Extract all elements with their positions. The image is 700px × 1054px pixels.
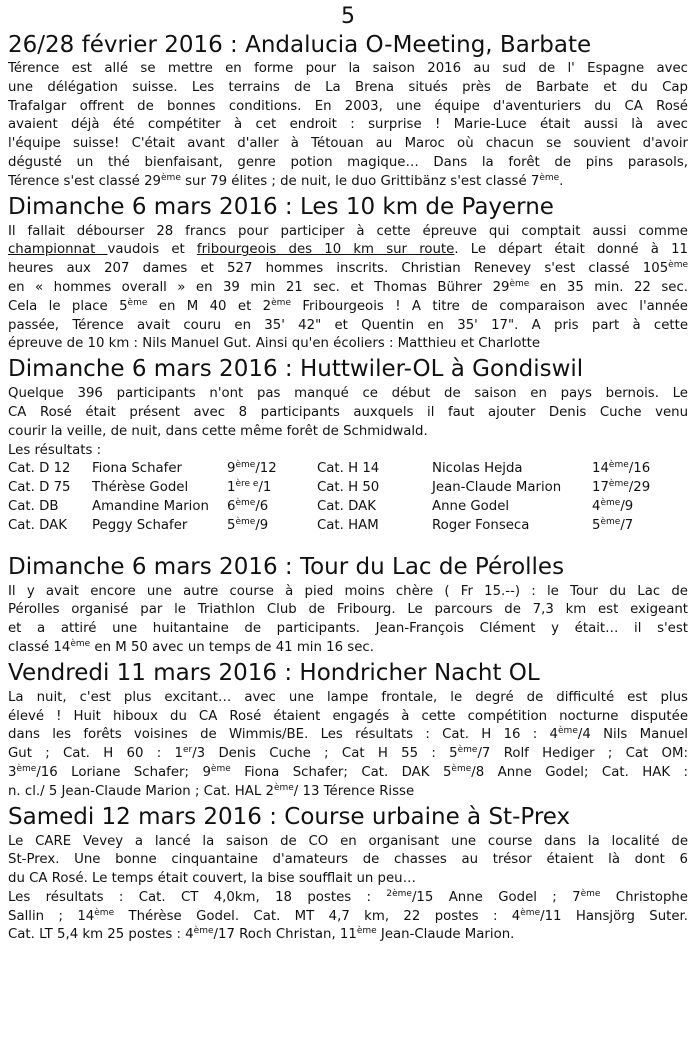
text-line: Cela le place 5ème en M 40 et 2ème Fribourgeois ! A titre de comparaison avec l'année	[8, 297, 688, 314]
text-line: élevé ! Huit hiboux du CA Rosé étaient engagés à cette compétition nocturne disputée	[8, 708, 688, 724]
text-line: dégusté un thé bienfaisant, genre potion magique… Dans la forêt de pins parasols,	[8, 154, 688, 170]
text-line: La nuit, c'est plus excitant… avec une lampe frontale, le degré de difficulté est plus	[8, 689, 688, 705]
text-line: Trafalgar offrent de bonnes conditions. En 2003, une équipe d'aventuriers du CA Rosé	[8, 98, 688, 114]
section-body	[8, 689, 688, 802]
section-body	[8, 833, 688, 946]
section-body	[8, 223, 688, 355]
text-line: CA Rosé était présent avec 8 participants auxquels il faut ajouter Denis Cuche venu	[8, 404, 688, 420]
section-title: Vendredi 11 mars 2016 : Hondricher Nacht OL	[8, 659, 540, 686]
text-line: passée, Térence avait couru en 35' 42" et Quentin en 35' 17". A pris part à cette	[8, 317, 688, 333]
text-line: Il fallait débourser 28 francs pour participer à cette épreuve qui comptait aussi comme	[8, 223, 688, 239]
text-line: Quelque 396 participants n'ont pas manqué ce début de saison en pays bernois. Le	[8, 386, 688, 402]
text-line: Gut ; Cat. H 60 : 1er/3 Denis Cuche ; Cat H 55 : 5ème/7 Rolf Hediger ; Cat OM:	[8, 745, 688, 762]
text-line: Cat. LT 5,4 km 25 postes : 4ème/17 Roch Christan, 11ème Jean-Claude Marion.	[8, 926, 515, 943]
text-line: Térence s'est classé 29ème sur 79 élites ; de nuit, le duo Grittibänz s'est classé 7ème.	[8, 172, 564, 189]
text-line: courir la veille, de nuit, dans cette même forêt de Schmidwald.	[8, 423, 428, 439]
section-title: Dimanche 6 mars 2016 : Tour du Lac de Pérolles	[8, 553, 565, 580]
table-row: Cat. D 12 Fiona Schafer 9ème/12 Cat. H 14 Nicolas Hejda 14ème/16	[8, 460, 651, 477]
text-line: St-Prex. Une bonne cinquantaine d'amateurs de chasses au trésor étaient là dont 6	[8, 852, 688, 868]
text-line: championnat vaudois et fribourgeois des 10 km sur route. Le départ était donné à 11	[8, 242, 688, 258]
text-line: Le CARE Vevey a lancé la saison de CO en organisant une course dans la localité de	[8, 833, 688, 849]
text-line: et a attiré une huitantaine de participants. Jean-François Clément y était… il s'est	[8, 621, 688, 637]
text-line: Pérolles organisé par le Triathlon Club de Fribourg. Le parcours de 7,3 km est exigeant	[8, 602, 688, 618]
text-line: l'équipe suisse! C'était avant d'aller à Tétouan au Maroc où chacun se souvient d'avoir	[8, 136, 688, 152]
section-hondrich	[8, 658, 688, 802]
text-line: en « hommes overall » en 39 min 21 sec. et Thomas Bührer 29ème en 35 min. 22 sec.	[8, 278, 688, 295]
section-title: Dimanche 6 mars 2016 : Huttwiler-OL à Gondiswil	[8, 356, 584, 383]
text-line: heures aux 207 dames et 527 hommes inscrits. Christian Renevey s'est classé 105ème	[8, 260, 688, 277]
results-label: Les résultats :	[8, 442, 102, 458]
text-line: classé 14ème en M 50 avec un temps de 41 min 16 sec.	[8, 638, 374, 655]
section-body	[8, 385, 688, 460]
text-line: épreuve de 10 km : Nils Manuel Gut. Ainsi qu'en écoliers : Matthieu et Charlotte	[8, 336, 541, 352]
text-line: n. cl./ 5 Jean-Claude Marion ; Cat. HAL 2ème/ 13 Térence Risse	[8, 782, 415, 799]
section-huttwiler	[8, 354, 688, 535]
text-line: Il y avait encore une autre course à pied moins chère ( Fr 15.--) : le Tour du Lac de	[8, 583, 688, 599]
section-st-prex	[8, 802, 688, 946]
text-line: avaient déjà été compétiter à cet endroit : surprise ! Marie-Luce était aussi là avec	[8, 117, 688, 133]
section-title: Samedi 12 mars 2016 : Course urbaine à St-Prex	[8, 803, 571, 830]
text-line: Térence est allé se mettre en forme pour la saison 2016 au sud de l' Espagne avec	[8, 61, 688, 76]
results-table	[8, 460, 652, 535]
table-row: Cat. DAK Peggy Schafer 5ème/9 Cat. HAM Roger Fonseca 5ème/7	[8, 516, 634, 533]
text-line: 3ème/16 Loriane Schafer; 9ème Fiona Schafer; Cat. DAK 5ème/8 Anne Godel; Cat. HAK :	[8, 763, 688, 780]
text-line: Sallin ; 14ème Thérèse Godel. Cat. MT 4,7 km, 22 postes : 4ème/11 Hansjörg Suter.	[8, 907, 689, 924]
text-line: une délégation suisse. Les terrains de La Brena situés près de Barbate et du Cap	[8, 79, 688, 95]
section-title: Dimanche 6 mars 2016 : Les 10 km de Payerne	[8, 193, 554, 220]
section-perolles	[8, 552, 688, 658]
spacer	[8, 536, 688, 552]
text-line: dans les forêts voisines de Wimmis/BE. Les résultats : Cat. H 16 : 4ème/4 Nils Manuel	[8, 726, 688, 743]
text-line: du CA Rosé. Le temps était couvert, la bise soufflait un peu…	[8, 871, 416, 887]
page-number: 5	[341, 4, 355, 29]
text-line: Les résultats : Cat. CT 4,0km, 18 postes : $^{2ème}$/15 Anne Godel ; 7ème Christophe	[8, 888, 688, 905]
section-body	[8, 60, 688, 192]
section-body	[8, 583, 688, 658]
table-row: Cat. DB Amandine Marion 6ème/6 Cat. DAK Anne Godel 4ème/9	[8, 497, 634, 514]
section-andalucia	[8, 30, 688, 192]
section-title: 26/28 février 2016 : Andalucia O-Meeting, Barbate	[8, 32, 592, 58]
table-row: Cat. D 75 Thérèse Godel $1^{ère e}/1$ Cat. H 50 Jean-Claude Marion 17ème/29	[8, 479, 651, 496]
section-payerne	[8, 192, 688, 355]
